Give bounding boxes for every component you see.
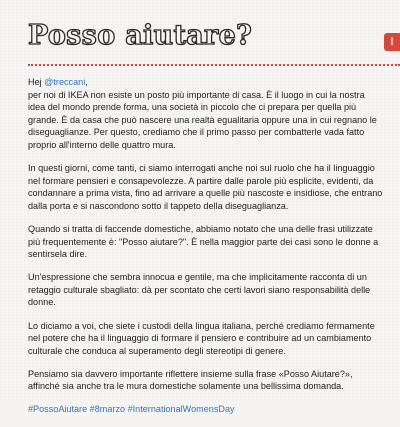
alert-icon[interactable]: ! [384,33,400,51]
hashtags-link[interactable]: #PossoAiutare #8marzo #InternationalWomensDay [28,404,235,415]
paragraph-2: In questi giorni, come tanti, ci siamo interrogati anche noi sul ruolo che ha il linguaggio nel formare pensieri e consapevolezze. A partire dalle parole più esplicite, evidenti, da condannare a prima vista, fino ad arrivare a quelle più nascoste e insidiose, che entrano dalla porta e si nascondono sotto il tappeto della diseguaglianza. [28,163,383,211]
paragraph-1: per noi di IKEA non esiste un posto più importante di casa. È il luogo in cui la nostra idea del mondo prende forma, una società in piccolo che ci prepara per quella più grande. È da casa che può nascere una realtà egualitaria oppure una in cui regnano le diseguaglianze. Per questo, crediamo che il primo passo per combatterle vada fatto proprio all'interno delle quattro mura. [28,89,377,150]
greeting-suffix: , [85,77,88,87]
greeting-line [28,76,384,152]
greeting-prefix: Hej [28,77,45,87]
mention-link[interactable]: @treccani [44,77,86,87]
post-body [28,76,384,427]
dotted-divider [28,64,400,66]
paragraph-4: Un'espressione che sembra innocua e gentile, ma che implicitamente racconta di un retaggio culturale sbagliato: dà per scontato che certi lavori siano responsabilità delle donne. [28,272,371,308]
page-title: Posso aiutare? [28,20,253,51]
paragraph-3: Quando si tratta di faccende domestiche, abbiamo notato che una delle frasi utilizzate più frequentemente è: "Posso aiutare?". È nella maggior parte dei casi sono le donne a sentirsela dire. [28,223,379,260]
paragraph-6: Pensiamo sia davvero importante riflettere insieme sulla frase «Posso Aiutare?», affinché sia anche tra le mura domestiche solamente una bellissima domanda. [28,368,353,392]
paragraph-5: Lo diciamo a voi, che siete i custodi della lingua italiana, perché crediamo fermamente nel potere che ha il linguaggio di formare il pensiero e contribuire ad un cambiamento culturale che conduca al superamento degli stereotipi di genere. [28,320,375,356]
